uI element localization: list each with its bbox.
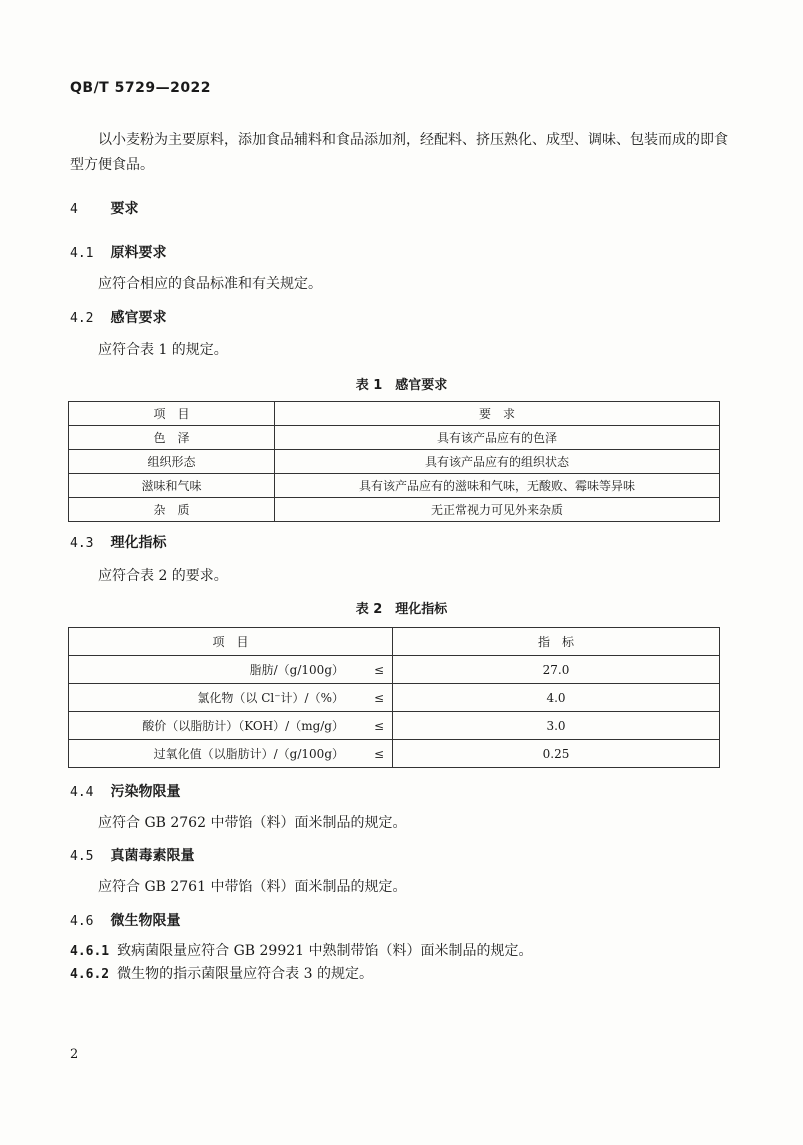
table-row — [69, 450, 720, 474]
row-item — [69, 656, 393, 684]
table-row — [69, 474, 720, 498]
row-value: 4.0 — [393, 684, 720, 712]
clause-4-6-1 — [70, 940, 533, 960]
row-value: 27.0 — [393, 656, 720, 684]
row-item: 滋味和气味 — [69, 474, 275, 498]
table-row — [69, 498, 720, 522]
section-4-5-heading — [70, 845, 194, 865]
clause-number: 4.6.1 — [70, 944, 110, 959]
section-title: 感官要求 — [110, 310, 167, 326]
item-label: 氯化物（以 Cl⁻计）/（%） — [197, 691, 344, 705]
row-value: 3.0 — [393, 712, 720, 740]
column-header-item: 项 目 — [69, 402, 275, 426]
table-header-row — [69, 628, 720, 656]
table-1-caption: 表 1 感官要求 — [355, 378, 448, 393]
section-number: 4.2 — [70, 311, 94, 326]
row-item: 色 泽 — [69, 426, 275, 450]
section-number: 4.1 — [70, 246, 94, 261]
clause-number: 4.6.2 — [70, 967, 110, 982]
section-4-4-body: 应符合 GB 2762 中带馅（料）面米制品的规定。 — [98, 815, 407, 831]
section-title: 理化指标 — [110, 535, 167, 551]
clause-4-6-2 — [70, 963, 373, 983]
operator-symbol: ≤ — [373, 746, 384, 761]
section-4-4-heading — [70, 781, 180, 801]
section-title: 污染物限量 — [110, 784, 181, 800]
clause-text: 微生物的指示菌限量应符合表 3 的规定。 — [117, 966, 373, 982]
column-header-item: 项 目 — [69, 628, 393, 656]
item-label: 脂肪/（g/100g） — [249, 663, 344, 677]
operator-symbol: ≤ — [373, 718, 384, 733]
standard-code: QB/T 5729—2022 — [70, 80, 212, 96]
table-row — [69, 740, 720, 768]
operator-symbol: ≤ — [373, 690, 384, 705]
table-row — [69, 426, 720, 450]
section-number: 4.3 — [70, 536, 94, 551]
page-number: 2 — [70, 1047, 79, 1062]
row-requirement: 无正常视力可见外来杂质 — [275, 498, 720, 522]
row-requirement: 具有该产品应有的组织状态 — [275, 450, 720, 474]
row-item — [69, 712, 393, 740]
row-requirement: 具有该产品应有的滋味和气味，无酸败、霉味等异味 — [275, 474, 720, 498]
section-title: 微生物限量 — [110, 913, 181, 929]
section-4-5-body: 应符合 GB 2761 中带馅（料）面米制品的规定。 — [98, 879, 407, 895]
section-4-heading — [70, 198, 138, 218]
row-value: 0.25 — [393, 740, 720, 768]
row-item — [69, 684, 393, 712]
column-header-indicator: 指 标 — [393, 628, 720, 656]
section-number: 4.4 — [70, 785, 94, 800]
column-header-requirement: 要 求 — [275, 402, 720, 426]
section-number: 4 — [70, 202, 78, 217]
row-item: 杂 质 — [69, 498, 275, 522]
item-label: 酸价（以脂肪计）（KOH）/（mg/g） — [142, 719, 344, 733]
section-number: 4.5 — [70, 849, 94, 864]
section-4-6-heading — [70, 910, 180, 930]
row-item: 组织形态 — [69, 450, 275, 474]
sensory-requirements-table — [68, 401, 720, 522]
table-row — [69, 656, 720, 684]
table-2-caption: 表 2 理化指标 — [355, 602, 448, 617]
section-4-3-body: 应符合表 2 的要求。 — [98, 568, 228, 584]
table-header-row — [69, 402, 720, 426]
section-4-3-heading — [70, 532, 166, 552]
section-4-1-heading — [70, 242, 166, 262]
section-title: 要求 — [110, 201, 139, 217]
clause-text: 致病菌限量应符合 GB 29921 中熟制带馅（料）面米制品的规定。 — [117, 943, 533, 959]
table-row — [69, 684, 720, 712]
section-4-1-body: 应符合相应的食品标准和有关规定。 — [98, 276, 322, 292]
definition-paragraph: 以小麦粉为主要原料，添加食品辅料和食品添加剂，经配料、挤压熟化、成型、调味、包装而成的即食型方便食品。 — [70, 132, 728, 173]
section-4-2-heading — [70, 307, 166, 327]
operator-symbol: ≤ — [373, 662, 384, 677]
table-row — [69, 712, 720, 740]
row-requirement: 具有该产品应有的色泽 — [275, 426, 720, 450]
physicochemical-indicators-table — [68, 627, 720, 768]
section-4-2-body: 应符合表 1 的规定。 — [98, 342, 228, 358]
item-label: 过氧化值（以脂肪计）/（g/100g） — [153, 747, 344, 761]
section-number: 4.6 — [70, 914, 94, 929]
row-item — [69, 740, 393, 768]
section-title: 原料要求 — [110, 245, 167, 261]
section-title: 真菌毒素限量 — [110, 848, 195, 864]
